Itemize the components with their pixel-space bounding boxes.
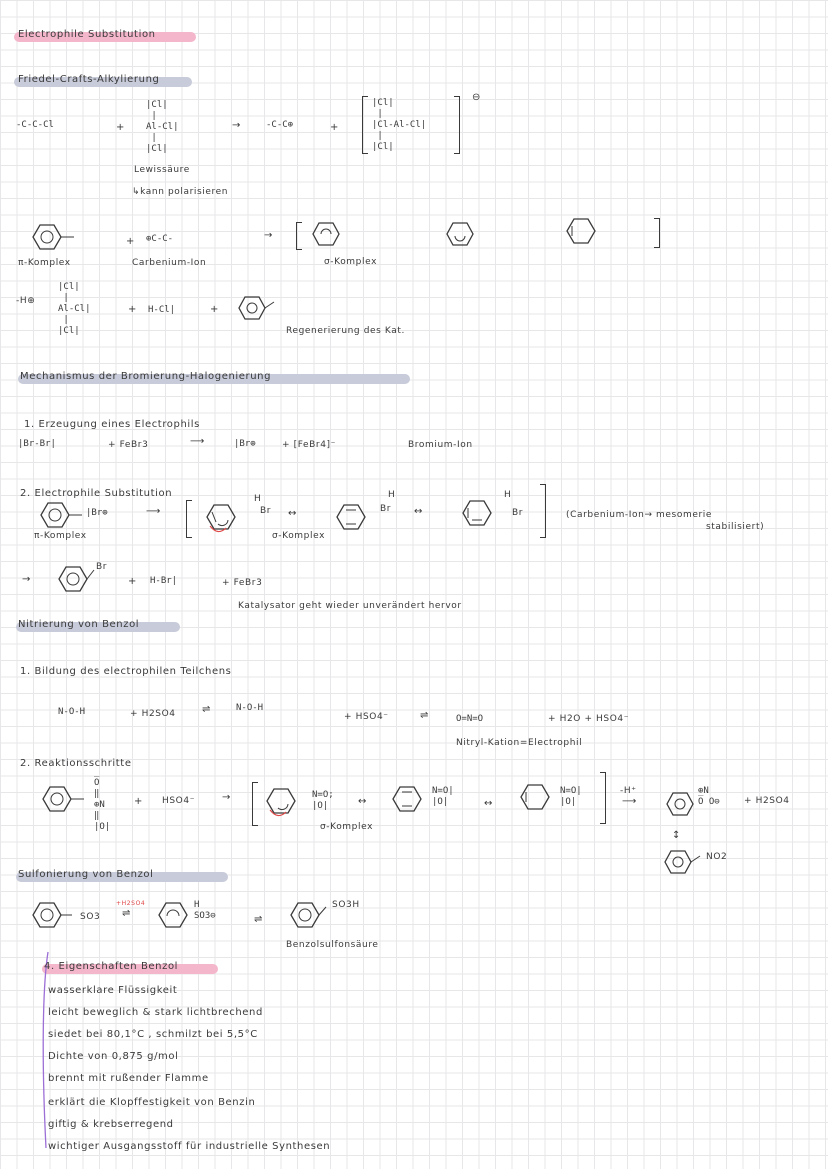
sigma-bracket-left — [296, 222, 302, 250]
alcl3-regenerated: |Cl| | Al-Cl| | |Cl| — [58, 282, 91, 336]
bromobenzene-ring — [58, 566, 88, 592]
friedel-alcl4-complex: |Cl| | |Cl-Al-Cl| | |Cl| — [372, 98, 427, 152]
h-plus-label: -H⁺ — [620, 786, 637, 796]
hno3: N-O-H — [58, 707, 86, 717]
minus-h-label: -H⊕ — [16, 296, 36, 306]
brom-step-2: 2. Electrophile Substitution — [20, 488, 173, 499]
lewis-label: Lewissäure — [134, 165, 190, 175]
friedel-arrow-2: → — [264, 230, 273, 241]
nitryl-label: Nitryl-Kation=Electrophil — [456, 738, 583, 748]
heading-sulfonierung: Sulfonierung von Benzol — [18, 869, 154, 880]
brom-plus-1: + — [128, 576, 137, 587]
no2-sigma-substituent-1: N=O; |O| — [312, 790, 334, 811]
br-label-3: Br — [512, 508, 524, 518]
heading-friedel: Friedel-Crafts-Alkylierung — [18, 74, 160, 85]
febr3-reactant: + FeBr3 — [108, 440, 149, 450]
nitrobenzene-ring-1 — [666, 792, 694, 816]
br-resonance-1: ↔ — [288, 508, 297, 519]
sigma-complex-label-br: σ-Komplex — [272, 531, 325, 541]
friedel-alcl3: |Cl| | Al-Cl| | |Cl| — [146, 100, 179, 154]
benzene-ring-fc-1 — [32, 224, 62, 250]
nitro-h2so4: + H2SO4 — [130, 709, 176, 719]
heading-eigenschaften: 4. Eigenschaften Benzol — [44, 961, 179, 972]
nitro-equilibrium-2: ⇌ — [420, 710, 429, 721]
hcl: H-Cl| — [148, 305, 176, 315]
stabilisiert-note: stabilisiert) — [706, 522, 765, 532]
brom-arrow-1: ⟶ — [190, 436, 205, 447]
brom-step-1: 1. Erzeugung eines Electrophils — [24, 419, 200, 430]
hbr: H-Br| — [150, 576, 178, 586]
br-label-1: Br — [260, 506, 272, 516]
benzene-ring-br-1 — [40, 502, 70, 528]
eigenschaft-6: erklärt die Klopffestigkeit von Benzin — [48, 1097, 256, 1108]
nitryl-cation: O=N=O — [456, 714, 484, 724]
pi-complex-label-fc: π-Komplex — [18, 258, 71, 268]
nitro-step-2: 2. Reaktionsschritte — [20, 758, 132, 769]
friedel-reactant: -C-C-Cl — [16, 120, 54, 130]
br-sigma-bracket-left — [186, 500, 192, 538]
no2-sigma-substituent-3: N=O| |O| — [560, 786, 582, 807]
sigma-ring-2 — [446, 222, 474, 246]
h-label-1: H — [254, 494, 262, 504]
nitro-equilibrium-1: ⇌ — [202, 704, 211, 715]
complex-bracket-right — [454, 96, 460, 154]
febr3-regenerated: + FeBr3 — [222, 578, 263, 588]
sigma-complex-label-no2: σ-Komplex — [320, 822, 373, 832]
br-plus-2: |Br⊕ — [86, 508, 108, 518]
friedel-plus-3: + — [126, 236, 135, 247]
br-sigma-ring-2 — [336, 504, 366, 530]
no2-resonance-2: ↔ — [484, 798, 493, 809]
nitro-arrow-2: → — [222, 792, 231, 803]
pi-complex-label-br: π-Komplex — [34, 531, 87, 541]
page-title: Electrophile Substitution — [18, 29, 156, 40]
h-label-2: H — [388, 490, 396, 500]
nitro-product-h2so4: + H2SO4 — [744, 796, 790, 806]
eigenschaft-2: leicht beweglich & stark lichtbrechend — [48, 1007, 263, 1018]
eigenschaft-8: wichtiger Ausgangsstoff für industrielle Synthesen — [48, 1141, 331, 1152]
benzolsulfonsaeure-label: Benzolsulfonsäure — [286, 940, 379, 950]
no2-sigma-bracket-right — [600, 772, 606, 824]
eigenschaft-1: wasserklare Flüssigkeit — [48, 985, 178, 996]
carbenium-ion-label-fc: Carbenium-Ion — [132, 258, 207, 268]
katalysator-note: Katalysator geht wieder unverändert hervor — [238, 601, 462, 611]
no2-resonance-1: ↔ — [358, 796, 367, 807]
so3h-label: SO3H — [332, 900, 360, 910]
nitro-arrow-3: ⟶ — [622, 796, 637, 807]
br-sigma-ring-1 — [206, 504, 236, 530]
sulfo-sigma-ring — [158, 902, 188, 928]
nitro-plus-1: + — [134, 796, 143, 807]
br-resonance-2: ↔ — [414, 506, 423, 517]
friedel-plus-1: + — [116, 122, 125, 133]
sulfo-h2so4-catalyst: +H2SO4 — [116, 900, 146, 907]
nitro-hso4: + HSO4⁻ — [344, 712, 389, 722]
no2-sigma-ring-3 — [520, 784, 550, 810]
benzolsulfonsaeure-ring — [290, 902, 320, 928]
febr4-product: + [FeBr4]⁻ — [282, 440, 336, 450]
carbenium-formula: ⊕C-C- — [146, 234, 174, 244]
protonated-hno3: N-O-H — [236, 703, 264, 713]
so3-label: SO3 — [80, 912, 101, 922]
nitryl-vertical: O̅ ‖ ⊕N ‖ |O| — [94, 778, 111, 832]
heading-bromierung: Mechanismus der Bromierung-Halogenierung — [20, 371, 272, 382]
friedel-arrow-1: → — [232, 120, 241, 131]
eigenschaft-5: brennt mit rußender Flamme — [48, 1073, 209, 1084]
no2-sigma-ring-1 — [266, 788, 296, 814]
br-label-2: Br — [380, 504, 392, 514]
nitrobenzene-ring-2 — [664, 850, 692, 874]
no2-label: NO2 — [706, 852, 728, 862]
br-sigma-ring-3 — [462, 500, 492, 526]
friedel-plus-5: + — [210, 304, 219, 315]
sulfo-equilibrium-2: ⇌ — [254, 914, 263, 925]
br-sigma-bracket-right — [540, 484, 546, 538]
br-plus: |Br⊕ — [234, 439, 256, 449]
friedel-plus-2: + — [330, 122, 339, 133]
carbenium-note: (Carbenium-Ion→ mesomerie — [566, 510, 712, 520]
bromobenzene-br: Br — [96, 562, 108, 572]
eigenschaft-7: giftig & krebserregend — [48, 1119, 174, 1130]
h-label-3: H — [504, 490, 512, 500]
benzene-ring-fc-product — [238, 296, 266, 320]
nitro-resonance-3: ↕ — [672, 830, 681, 841]
sigma-complex-label-fc: σ-Komplex — [324, 257, 377, 267]
brom-arrow-3: → — [22, 574, 31, 585]
friedel-plus-4: + — [128, 304, 137, 315]
regeneration-label: Regenerierung des Kat. — [286, 326, 405, 336]
brom-arrow-2: ⟶ — [146, 506, 161, 517]
br2-reactant: |Br-Br| — [18, 439, 56, 449]
sulfo-equilibrium-1: ⇌ — [122, 908, 131, 919]
polar-label: ↳kann polarisieren — [132, 187, 229, 197]
no2-sigma-bracket-left — [252, 782, 258, 826]
sigma-ring-3 — [566, 218, 596, 244]
eigenschaft-4: Dichte von 0,875 g/mol — [48, 1051, 179, 1062]
sigma-ring-1 — [312, 222, 340, 246]
nitro-step-1: 1. Bildung des electrophilen Teilchens — [20, 666, 232, 677]
friedel-product: -C-C⊕ — [266, 120, 294, 130]
no2-sigma-ring-2 — [392, 786, 422, 812]
benzene-ring-so3-1 — [32, 902, 62, 928]
no2-sigma-substituent-2: N=O| |O| — [432, 786, 454, 807]
sigma-bracket-right — [654, 218, 660, 248]
eigenschaft-3: siedet bei 80,1°C , schmilzt bei 5,5°C — [48, 1029, 258, 1040]
bromium-label: Bromium-Ion — [408, 440, 473, 450]
nitrobenzene-substituent: ⊕N O̅ O⊖ — [698, 786, 720, 807]
complex-bracket-left — [362, 96, 368, 154]
nitro-water: + H2O + HSO4⁻ — [548, 714, 630, 724]
benzene-ring-no2-1 — [42, 786, 72, 812]
nitro-hso4-step2: HSO4⁻ — [162, 796, 196, 806]
complex-charge: ⊖ — [472, 92, 481, 103]
sulfo-sigma-substituent: H SO3⊖ — [194, 900, 216, 921]
heading-nitrierung: Nitrierung von Benzol — [18, 619, 140, 630]
